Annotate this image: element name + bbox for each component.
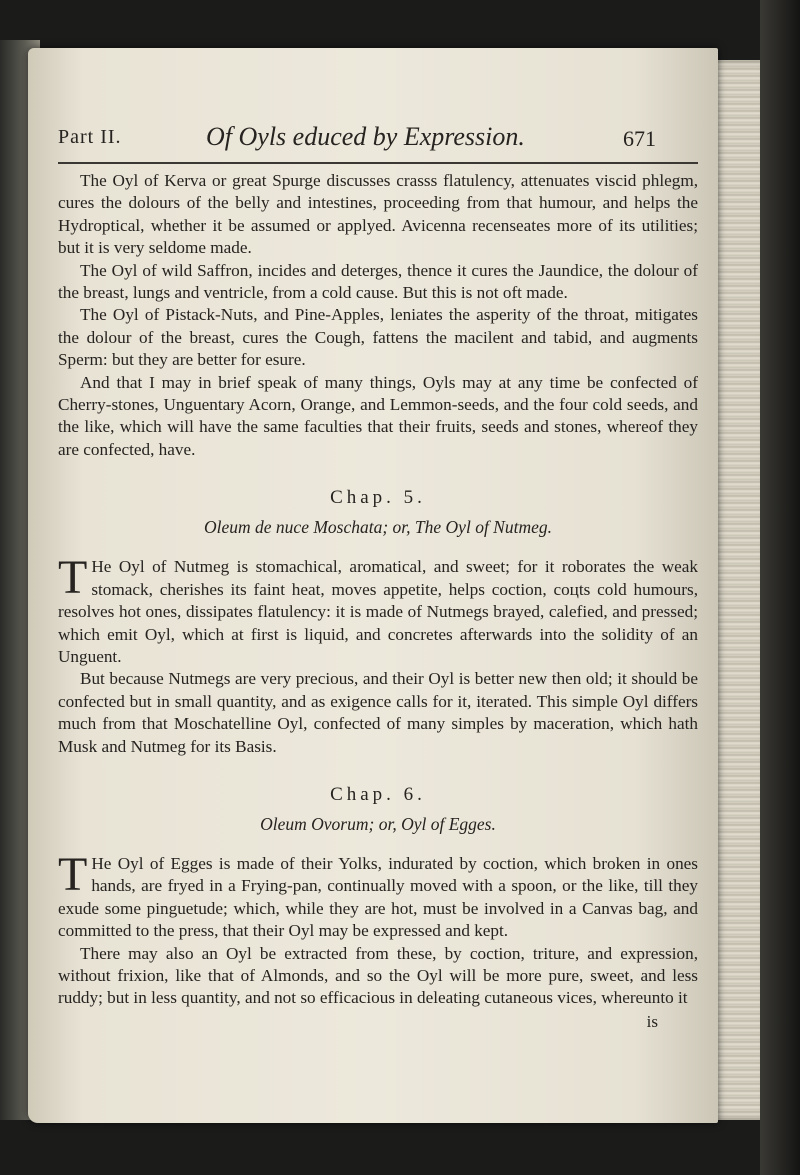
background-edge — [760, 0, 800, 1175]
paragraph-saffron: The Oyl of wild Saffron, incides and deterges, thence it cures the Jaundice, the dolour of the breast, lungs and ventricle, from a cold cause. But this is not oft made. — [58, 260, 698, 303]
running-title: Of Oyls educed by Expression. — [206, 122, 525, 151]
paragraph-kerva: The Oyl of Kerva or great Spurge discusses crasss flatulency, attenuates viscid phlegm, cures the dolours of the belly and intestines, proceeding from that humour, and helps the Hydroptical, whether it be assumed or applyed. Avicenna recenseates more of its utilities; but it is very seldome made. — [58, 171, 698, 258]
part-label: Part II. — [58, 126, 122, 148]
running-head — [58, 118, 698, 162]
chapter-6-paragraph-2: There may also an Oyl be extracted from these, by coction, triture, and expression, without frixion, like that of Almonds, and so the Oyl will be more pure, sweet, and less ruddy; but in less quantity, and not so efficacious in deleating cutaneous vices, whereunto it — [58, 943, 698, 1008]
drop-cap: T — [58, 847, 88, 901]
header-rule — [58, 162, 698, 164]
chapter-6-subtitle: Oleum Ovorum; or, Oyl of Egges. — [260, 813, 496, 834]
chapter-6-heading: Chap. 6. — [330, 783, 426, 805]
page-content — [58, 118, 698, 1032]
chapter-5-paragraph-2: But because Nutmegs are very precious, and their Oyl is better new then old; it should be confected but in small quantity, and as exigence calls for it, iterated. This simple Oyl differs much from that Moschatelline Oyl, confected of many simples by maceration, which hath Musk and Nutmeg for its Basis. — [58, 669, 698, 756]
drop-cap: T — [58, 551, 88, 605]
page-number: 671 — [623, 126, 656, 151]
chapter-6-paragraph-1-text: He Oyl of Egges is made of their Yolks, indurated by coction, which broken in ones hands, are fryed in a Frying-pan, continually moved with a spoon, or the like, till they exude some pinguetude; which, while they are hot, must be involved in a Canvas bag, and committed to the press, that their Oyl may be expressed and kept. — [58, 853, 698, 941]
chapter-5-heading: Chap. 5. — [330, 487, 426, 509]
chapter-6-paragraph-1 — [58, 847, 698, 943]
chapter-5-paragraph-1-text: He Oyl of Nutmeg is stomachical, aromatical, and sweet; for it roborates the weak stomack, cherishes its faint heat, moves appetite, helps coction, coцts cold humours, resolves hot ones, dissipates flatulency: it is made of Nutmegs brayed, calefied, and pressed; which emit Oyl, which at first is liquid, and concretes afterwards into the solidity of an Unguent. — [58, 557, 698, 666]
catchword: is — [646, 1011, 658, 1031]
paragraph-summary: And that I may in brief speak of many things, Oyls may at any time be confected of Cherry-stones, Unguentary Acorn, Orange, and Lemmon-seeds, and the four cold seeds, and the like, which will have the same faculties that their fruits, seeds and stones, whereof they are confected, have. — [58, 372, 698, 459]
chapter-5-paragraph-1 — [58, 551, 698, 668]
paragraph-pistack: The Oyl of Pistack-Nuts, and Pine-Apples, leniates the asperity of the throat, mitigates the dolour of the breast, cures the Cough, fattens the macilent and tabid, and augments Sperm: but they are better for esure. — [58, 305, 698, 370]
chapter-5-subtitle: Oleum de nuce Moschata; or, The Oyl of Nutmeg. — [204, 517, 552, 538]
